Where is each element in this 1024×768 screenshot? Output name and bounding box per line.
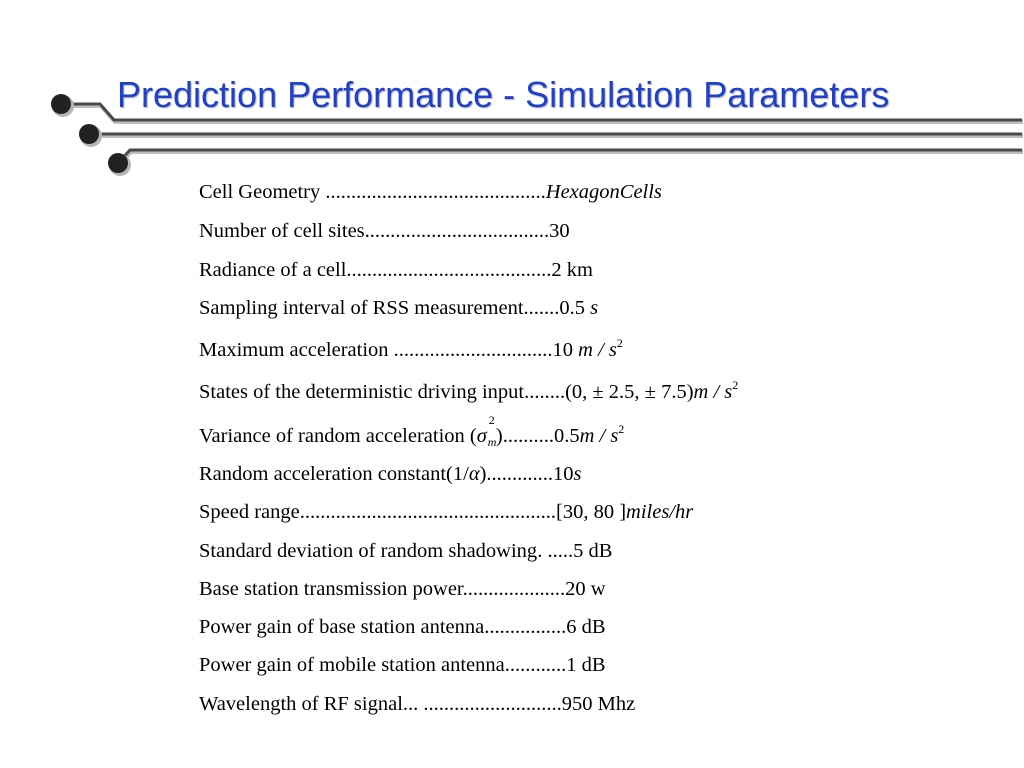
param-dots: .................................... [364, 220, 550, 242]
param-unit: s [590, 297, 599, 319]
param-label: Cell Geometry [199, 181, 321, 203]
param-dots: .......... [502, 425, 554, 447]
param-dots: ... ........................... [402, 693, 562, 715]
param-label: Power gain of mobile station antenna [199, 654, 505, 676]
sigma-glyph: σ [476, 425, 487, 447]
param-dots: .................... [462, 578, 566, 600]
param-label: States of the deterministic driving input [199, 381, 525, 403]
param-label: Power gain of base station antenna [199, 616, 485, 638]
sigma-exponent: 2 [488, 413, 495, 427]
param-unit: m / s [693, 381, 733, 403]
param-dots: ............. [486, 463, 554, 485]
param-dots: .................................................. [299, 501, 556, 523]
param-label-close: ) [479, 463, 487, 485]
param-row-cell-sites [199, 218, 570, 244]
param-value: (0, ± 2.5, ± 7.5) [565, 381, 694, 403]
param-value: [30, 80 ] [556, 501, 627, 523]
param-dots: ........................................... [325, 181, 546, 203]
sigma-symbol [476, 413, 497, 449]
param-row-bs-antenna-gain [199, 614, 606, 640]
param-value: 20 w [565, 578, 606, 600]
param-label: Base station transmission power [199, 578, 463, 600]
param-label: Number of cell sites [199, 220, 365, 242]
param-dots: ............ [504, 654, 567, 676]
param-dots: ........................................ [346, 259, 552, 281]
param-unit: m / s [579, 425, 619, 447]
param-row-driving-input-states [199, 379, 738, 405]
param-dots: ........ [524, 381, 566, 403]
param-label: Random acceleration constant(1/ [199, 463, 469, 485]
param-label-close: ) [495, 425, 503, 447]
param-unit: miles/hr [626, 501, 694, 523]
param-row-acceleration-variance [199, 413, 625, 449]
param-value: 6 dB [566, 616, 606, 638]
param-row-speed-range [199, 499, 693, 525]
param-value: 950 Mhz [561, 693, 636, 715]
param-label: Maximum acceleration [199, 339, 389, 361]
param-dots: ....... [523, 297, 560, 319]
param-dots: ............................... [388, 339, 553, 361]
param-row-max-acceleration [199, 337, 623, 363]
param-label: Speed range [199, 501, 300, 523]
param-row-bs-tx-power [199, 576, 606, 602]
param-label: Sampling interval of RSS measurement [199, 297, 524, 319]
alpha-symbol: α [468, 463, 480, 485]
param-value: 10 [553, 463, 574, 485]
param-value: 0.5 [559, 297, 586, 319]
slide-title: Prediction Performance - Simulation Parameters [117, 74, 890, 115]
param-row-cell-geometry [199, 179, 662, 205]
param-row-ms-antenna-gain [199, 652, 606, 678]
sigma-subscript: m [487, 435, 497, 449]
param-value: HexagonCells [545, 181, 662, 203]
param-row-rf-wavelength [199, 691, 635, 717]
param-unit: m / s [578, 339, 617, 361]
param-label: Variance of random acceleration ( [199, 425, 477, 447]
param-row-sampling-interval [199, 295, 598, 321]
param-value: 10 [552, 339, 574, 361]
param-value: 30 [549, 220, 570, 242]
param-unit-exponent: 2 [618, 422, 625, 436]
param-value: 1 dB [566, 654, 606, 676]
param-label: Radiance of a cell [199, 259, 347, 281]
param-dots: . ..... [537, 540, 574, 562]
param-value: 2 km [551, 259, 593, 281]
param-value: 5 dB [573, 540, 613, 562]
param-dots: ................ [484, 616, 567, 638]
param-row-cell-radiance [199, 257, 593, 283]
param-label: Standard deviation of random shadowing [199, 540, 538, 562]
param-row-acceleration-constant [199, 461, 582, 487]
param-value: 0.5 [553, 425, 580, 447]
param-row-shadowing-std [199, 538, 612, 564]
param-unit-exponent: 2 [616, 336, 623, 350]
param-unit-exponent: 2 [732, 378, 739, 392]
param-label: Wavelength of RF signal [199, 693, 403, 715]
param-unit: s [573, 463, 582, 485]
